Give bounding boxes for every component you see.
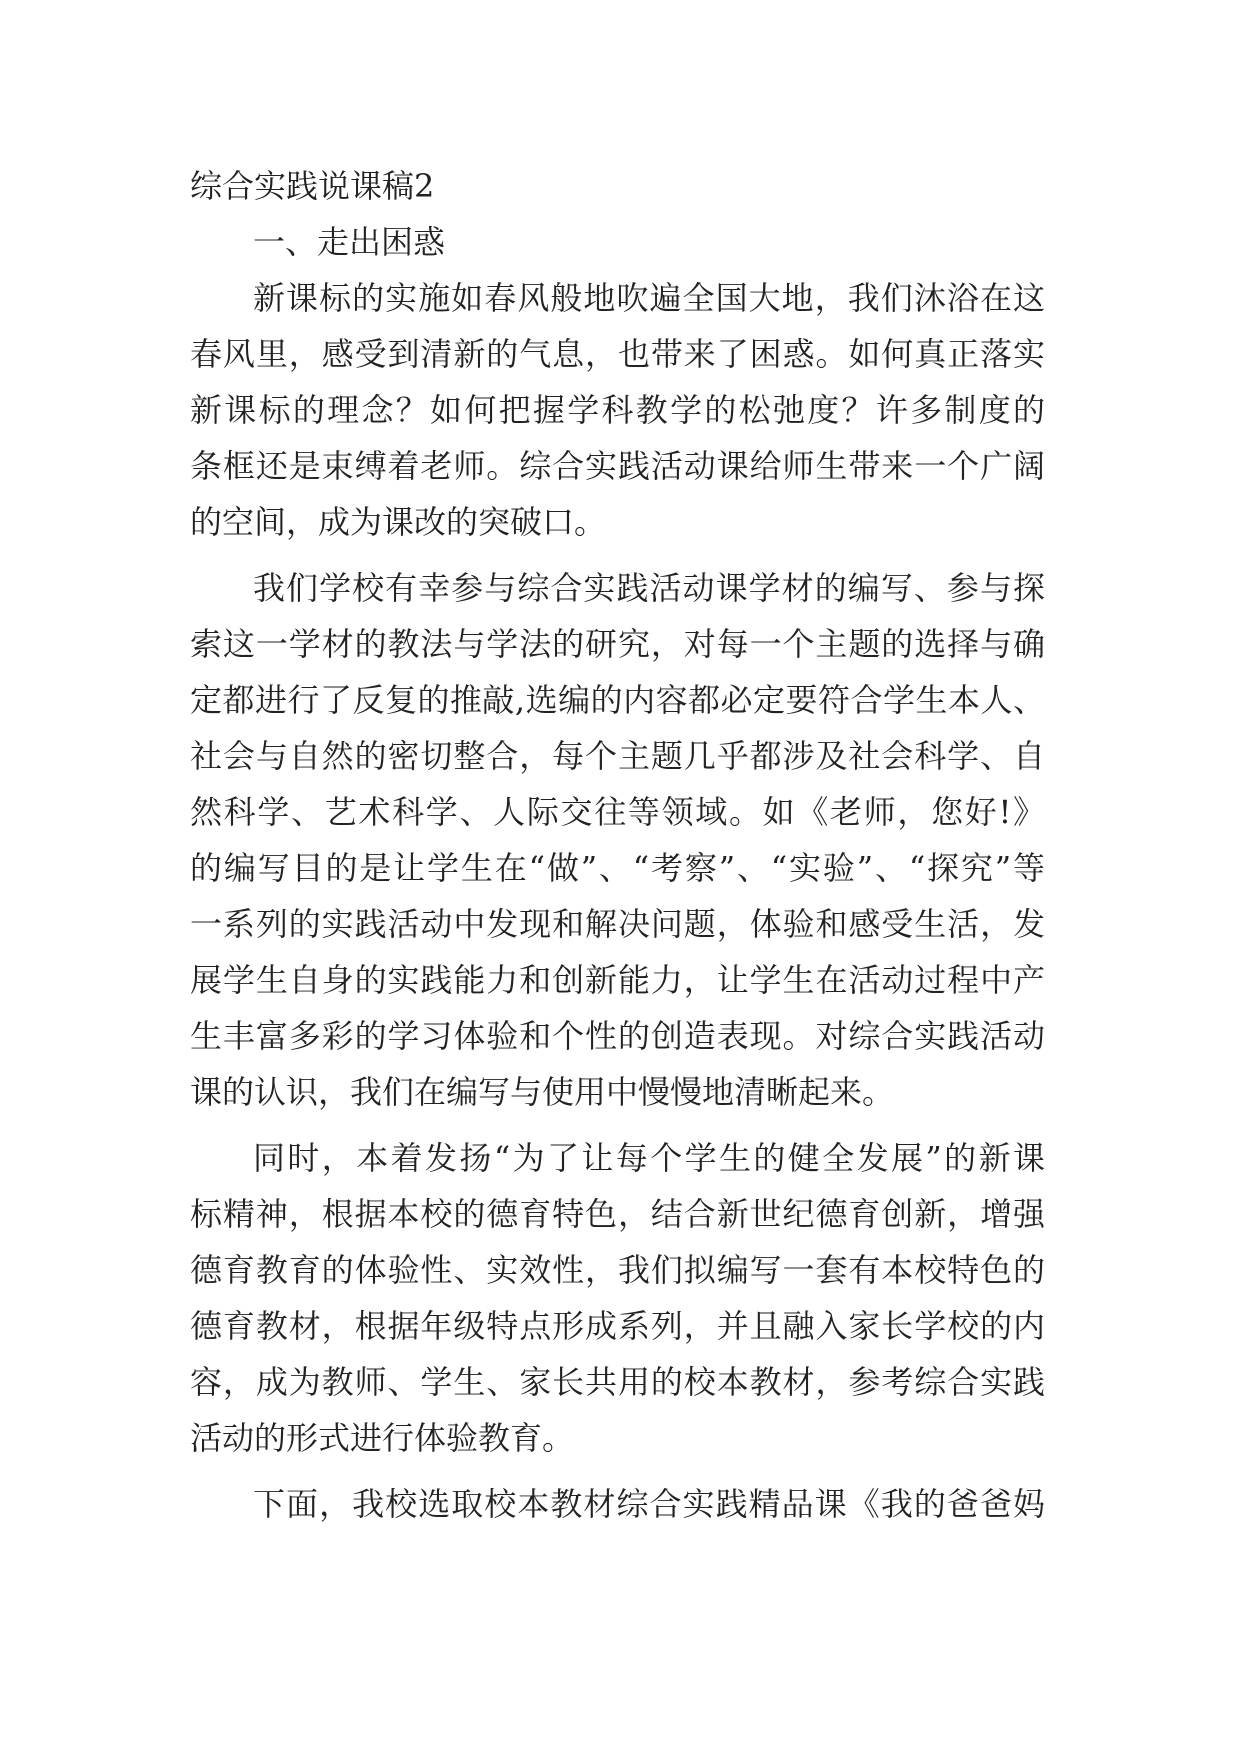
- paragraph-1-line-3: 新课标的理念？如何把握学科教学的松弛度？许多制度的: [190, 391, 1045, 429]
- paragraph-1-line-2: 春风里，感受到清新的气息，也带来了困惑。如何真正落实: [190, 335, 1045, 373]
- paragraph-4-line-1: 下面，我校选取校本教材综合实践精品课《我的爸爸妈: [253, 1485, 1045, 1523]
- paragraph-3-line-5: 容，成为教师、学生、家长共用的校本教材，参考综合实践: [190, 1363, 1045, 1401]
- section-heading: 一、走出困惑: [253, 223, 446, 261]
- paragraph-3-line-3: 德育教育的体验性、实效性，我们拟编写一套有本校特色的: [190, 1251, 1045, 1289]
- paragraph-3-line-1: 同时，本着发扬“为了让每个学生的健全发展”的新课: [253, 1139, 1045, 1177]
- paragraph-3-line-4: 德育教材，根据年级特点形成系列，并且融入家长学校的内: [190, 1307, 1045, 1345]
- paragraph-2-line-10: 课的认识，我们在编写与使用中慢慢地清晰起来。: [190, 1073, 895, 1111]
- paragraph-1-line-1: 新课标的实施如春风般地吹遍全国大地，我们沐浴在这: [253, 279, 1045, 317]
- paragraph-2-line-5: 然科学、艺术科学、人际交往等领域。如《老师，您好!》: [190, 793, 1045, 831]
- paragraph-2-line-6: 的编写目的是让学生在“做”、“考察”、“实验”、“探究”等: [190, 849, 1045, 887]
- paragraph-2-line-1: 我们学校有幸参与综合实践活动课学材的编写、参与探: [253, 569, 1045, 607]
- paragraph-1-line-5: 的空间，成为课改的突破口。: [190, 503, 607, 541]
- paragraph-2-line-2: 索这一学材的教法与学法的研究，对每一个主题的选择与确: [190, 625, 1045, 663]
- paragraph-2-line-8: 展学生自身的实践能力和创新能力，让学生在活动过程中产: [190, 961, 1045, 999]
- paragraph-1-line-4: 条框还是束缚着老师。综合实践活动课给师生带来一个广阔: [190, 447, 1045, 485]
- paragraph-2-line-3: 定都进行了反复的推敲,选编的内容都必定要符合学生本人、: [190, 681, 1045, 719]
- document-title: 综合实践说课稿2: [190, 167, 435, 205]
- paragraph-2-line-7: 一系列的实践活动中发现和解决问题，体验和感受生活，发: [190, 905, 1045, 943]
- paragraph-3-line-6: 活动的形式进行体验教育。: [190, 1419, 575, 1457]
- paragraph-3-line-2: 标精神，根据本校的德育特色，结合新世纪德育创新，增强: [190, 1195, 1045, 1233]
- paragraph-2-line-4: 社会与自然的密切整合，每个主题几乎都涉及社会科学、自: [190, 737, 1045, 775]
- paragraph-2-line-9: 生丰富多彩的学习体验和个性的创造表现。对综合实践活动: [190, 1017, 1045, 1055]
